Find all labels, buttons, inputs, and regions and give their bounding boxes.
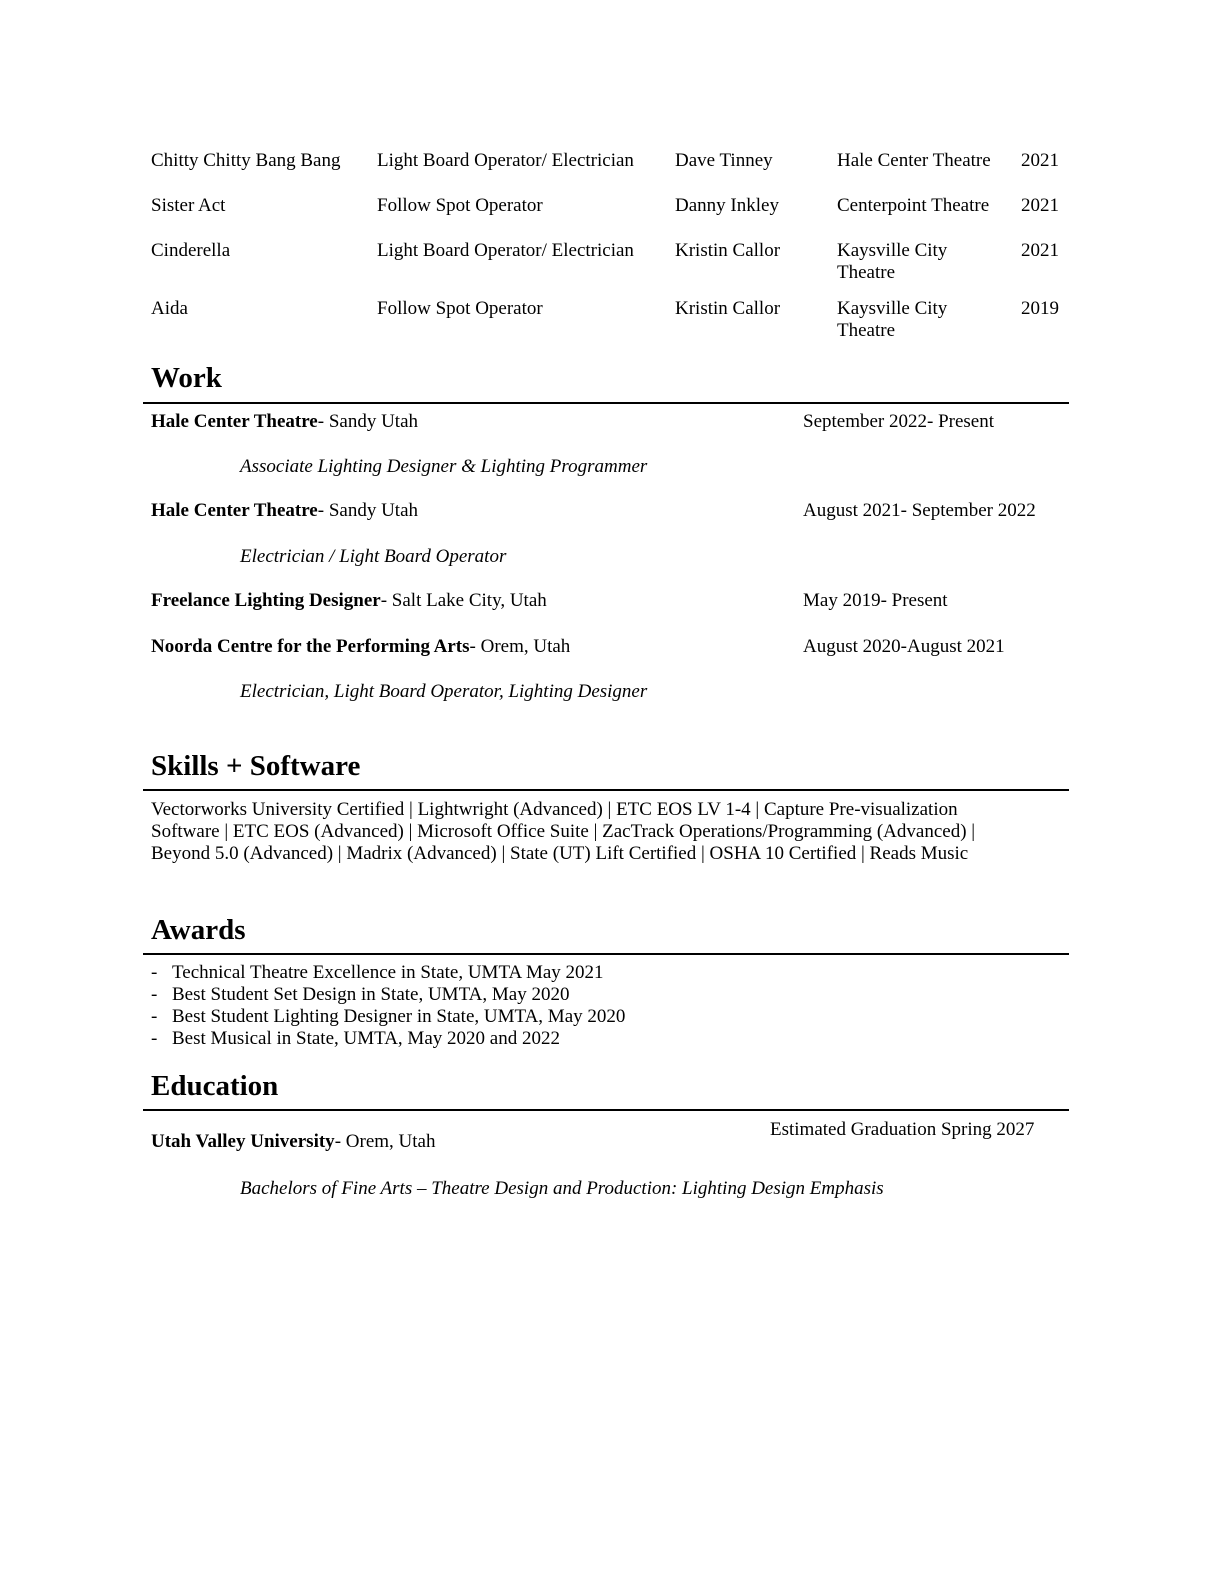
- work-org-line: [151, 590, 547, 612]
- work-location: - Sandy Utah: [317, 500, 419, 521]
- skills-line: Software | ETC EOS (Advanced) | Microsoft Office Suite | ZacTrack Operations/Programming (Advanced) |: [151, 821, 976, 842]
- credit-venue: Kaysville City: [837, 298, 948, 319]
- skills-line: Beyond 5.0 (Advanced) | Madrix (Advanced) | State (UT) Lift Certified | OSHA 10 Certified | Reads Music: [151, 843, 969, 864]
- work-title: Electrician, Light Board Operator, Lighting Designer: [240, 681, 648, 702]
- work-org-line: [151, 636, 570, 658]
- work-dates: August 2020-August 2021: [803, 636, 1005, 657]
- education-divider: [143, 1109, 1069, 1111]
- education-heading: Education: [151, 1070, 279, 1102]
- education-school-line: [151, 1131, 435, 1153]
- work-org-line: [151, 500, 418, 522]
- work-title: Electrician / Light Board Operator: [240, 546, 507, 567]
- award-text: Best Musical in State, UMTA, May 2020 and 2022: [172, 1028, 560, 1049]
- credit-venue: Hale Center Theatre: [837, 150, 991, 171]
- credit-year: 2019: [1021, 298, 1059, 319]
- credit-venue-cont: Theatre: [837, 320, 896, 341]
- awards-divider: [143, 953, 1069, 955]
- work-org: Hale Center Theatre: [151, 500, 318, 521]
- skills-line: Vectorworks University Certified | Lightwright (Advanced) | ETC EOS LV 1-4 | Capture Pre-visualization: [151, 799, 958, 820]
- bullet-dash: -: [151, 1006, 158, 1027]
- work-org: Hale Center Theatre: [151, 411, 318, 432]
- work-title: Associate Lighting Designer & Lighting Programmer: [240, 456, 648, 477]
- credit-year: 2021: [1021, 240, 1059, 261]
- credit-role: Follow Spot Operator: [377, 195, 543, 216]
- credit-director: Kristin Callor: [675, 298, 781, 319]
- credit-director: Danny Inkley: [675, 195, 779, 216]
- work-divider: [143, 402, 1069, 404]
- work-location: - Orem, Utah: [469, 636, 571, 657]
- award-text: Best Student Lighting Designer in State, UMTA, May 2020: [172, 1006, 626, 1027]
- credit-venue: Centerpoint Theatre: [837, 195, 990, 216]
- work-org: Freelance Lighting Designer: [151, 590, 381, 611]
- credit-director: Dave Tinney: [675, 150, 773, 171]
- credit-director: Kristin Callor: [675, 240, 781, 261]
- credit-role: Light Board Operator/ Electrician: [377, 150, 634, 171]
- work-heading: Work: [151, 362, 222, 394]
- bullet-dash: -: [151, 1028, 158, 1049]
- skills-heading: Skills + Software: [151, 750, 361, 782]
- work-dates: September 2022- Present: [803, 411, 995, 432]
- credit-show: Aida: [151, 298, 188, 319]
- bullet-dash: -: [151, 962, 158, 983]
- education-location: - Orem, Utah: [334, 1131, 436, 1152]
- bullet-dash: -: [151, 984, 158, 1005]
- credit-show: Sister Act: [151, 195, 226, 216]
- credit-show: Cinderella: [151, 240, 231, 261]
- skills-divider: [143, 789, 1069, 791]
- credit-year: 2021: [1021, 150, 1059, 171]
- work-dates: August 2021- September 2022: [803, 500, 1036, 521]
- credit-venue: Kaysville City: [837, 240, 948, 261]
- work-dates: May 2019- Present: [803, 590, 948, 611]
- work-location: - Salt Lake City, Utah: [380, 590, 547, 611]
- credit-role: Follow Spot Operator: [377, 298, 543, 319]
- work-location: - Sandy Utah: [317, 411, 419, 432]
- education-graduation: Estimated Graduation Spring 2027: [770, 1119, 1035, 1140]
- work-org-line: [151, 411, 418, 433]
- credit-year: 2021: [1021, 195, 1059, 216]
- work-org: Noorda Centre for the Performing Arts: [151, 636, 470, 657]
- credit-venue-cont: Theatre: [837, 262, 896, 283]
- award-text: Technical Theatre Excellence in State, UMTA May 2021: [172, 962, 604, 983]
- awards-heading: Awards: [151, 914, 246, 946]
- award-text: Best Student Set Design in State, UMTA, May 2020: [172, 984, 570, 1005]
- credit-show: Chitty Chitty Bang Bang: [151, 150, 341, 171]
- education-degree: Bachelors of Fine Arts – Theatre Design and Production: Lighting Design Emphasis: [240, 1178, 884, 1199]
- credit-role: Light Board Operator/ Electrician: [377, 240, 634, 261]
- education-school: Utah Valley University: [151, 1131, 335, 1152]
